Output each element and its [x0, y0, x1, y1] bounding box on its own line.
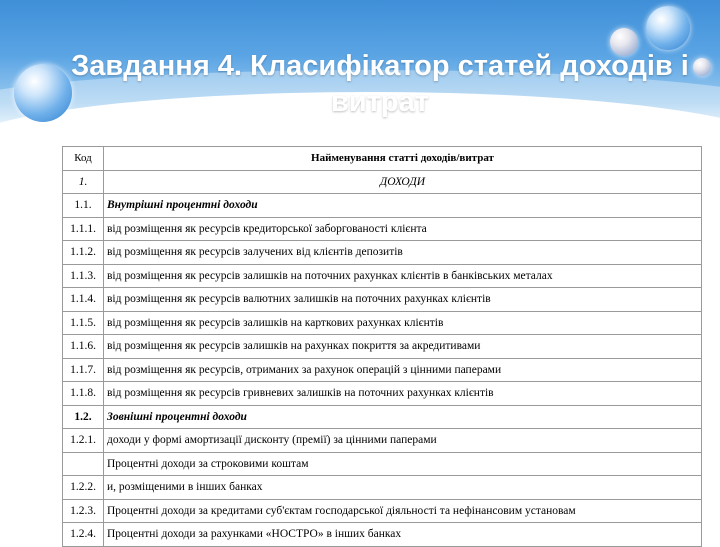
row-code: 1.2.4.	[63, 523, 104, 547]
row-name: від розміщення як ресурсів кредиторської заборгованості клієнта	[104, 217, 702, 241]
row-code: 1.1.5.	[63, 311, 104, 335]
table-row	[63, 264, 702, 288]
row-code	[63, 452, 104, 476]
row-code: 1.2.	[63, 405, 104, 429]
table-row	[63, 452, 702, 476]
row-code: 1.1.8.	[63, 382, 104, 406]
row-name: Зовнішні процентні доходи	[104, 405, 702, 429]
row-code: 1.1.6.	[63, 335, 104, 359]
row-code: 1.2.1.	[63, 429, 104, 453]
classifier-table	[62, 146, 702, 547]
row-name: Процентні доходи за строковими коштам	[104, 452, 702, 476]
section-row	[63, 170, 702, 194]
row-name: Внутрішні процентні доходи	[104, 194, 702, 218]
row-name: від розміщення як ресурсів залишків на рахунках покриття за акредитивами	[104, 335, 702, 359]
table-row	[63, 499, 702, 523]
table-row	[63, 476, 702, 500]
page-title: Завдання 4. Класифікатор статей доходів і витрат	[71, 50, 689, 118]
row-name: Процентні доходи за кредитами суб'єктам господарської діяльності та нефінансовим установам	[104, 499, 702, 523]
table-row	[63, 288, 702, 312]
row-code: 1.1.2.	[63, 241, 104, 265]
table-row	[63, 311, 702, 335]
table-row	[63, 241, 702, 265]
decorative-bubble-icon	[646, 6, 690, 50]
table-row	[63, 429, 702, 453]
row-code: 1.1.3.	[63, 264, 104, 288]
row-name: и, розміщеними в інших банках	[104, 476, 702, 500]
table-row	[63, 523, 702, 547]
column-header-name: Найменування статті доходів/витрат	[104, 147, 702, 171]
row-name: доходи у формі амортизації дисконту (премії) за цінними паперами	[104, 429, 702, 453]
table-row	[63, 194, 702, 218]
table-row	[63, 382, 702, 406]
table-row	[63, 217, 702, 241]
row-name: від розміщення як ресурсів, отриманих за рахунок операцій з цінними паперами	[104, 358, 702, 382]
section-name: ДОХОДИ	[104, 170, 702, 194]
row-code: 1.1.1.	[63, 217, 104, 241]
row-name: Процентні доходи за рахунками «НОСТРО» в інших банках	[104, 523, 702, 547]
row-code: 1.1.7.	[63, 358, 104, 382]
row-name: від розміщення як ресурсів залишків на карткових рахунках клієнтів	[104, 311, 702, 335]
row-code: 1.2.3.	[63, 499, 104, 523]
row-name: від розміщення як ресурсів валютних залишків на поточних рахунках клієнтів	[104, 288, 702, 312]
table-row	[63, 335, 702, 359]
table-row	[63, 405, 702, 429]
section-code: 1.	[63, 170, 104, 194]
table-row	[63, 358, 702, 382]
row-name: від розміщення як ресурсів гривневих залишків на поточних рахунках клієнтів	[104, 382, 702, 406]
row-code: 1.2.2.	[63, 476, 104, 500]
row-name: від розміщення як ресурсів залучених від клієнтів депозитів	[104, 241, 702, 265]
column-header-code: Код	[63, 147, 104, 171]
row-code: 1.1.4.	[63, 288, 104, 312]
row-code: 1.1.	[63, 194, 104, 218]
row-name: від розміщення як ресурсів залишків на поточних рахунках клієнтів в банківських металах	[104, 264, 702, 288]
table-header-row	[63, 147, 702, 171]
